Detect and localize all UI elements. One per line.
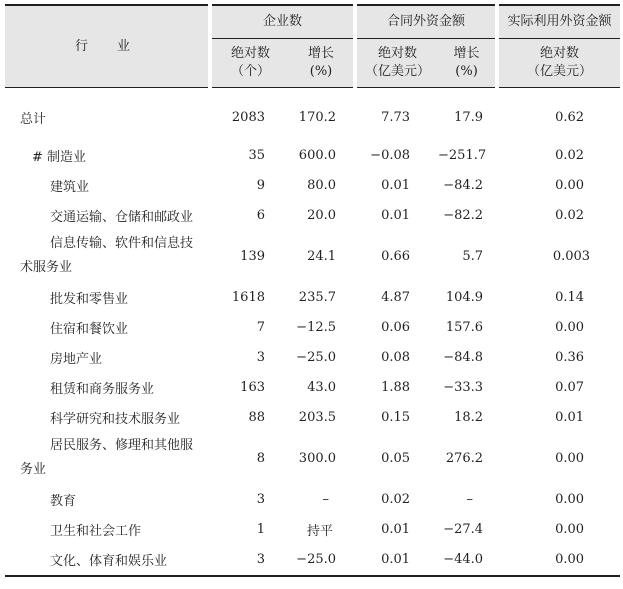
row-label: 卫生和社会工作 (50, 523, 142, 539)
subheader-unit: （亿美元） (365, 64, 431, 79)
row-label: 租赁和商务服务业 (50, 381, 155, 397)
cell-actual-amount: 0.02 (555, 207, 585, 223)
cell-actual-amount: 0.01 (555, 409, 585, 425)
cell-growth: 203.5 (298, 409, 337, 425)
table-row (5, 312, 620, 342)
cell-contract-amount: 0.01 (355, 544, 438, 576)
cell-growth: 43.0 (307, 379, 337, 395)
cell-actual-amount: 0.07 (555, 379, 585, 395)
subheader-label: 绝对数 (378, 46, 418, 61)
row-label: # 制造业 (32, 149, 87, 165)
cell-contract-amount: 0.05 (381, 450, 411, 466)
header-enterprises: 企业数 (210, 5, 355, 39)
subheader-unit: (%) (309, 64, 333, 79)
cell-contract-amount: 0.01 (381, 521, 411, 537)
cell-growth: 持平 (307, 523, 334, 539)
table-row (5, 342, 620, 372)
cell-contract-amount: −0.08 (370, 147, 411, 163)
table-row (5, 514, 620, 544)
cell-count: 8 (256, 450, 265, 466)
row-label: 总计 (20, 111, 47, 127)
header-actual-amount: 实际利用外资金额 (497, 5, 620, 39)
cell-growth: 600.0 (298, 147, 337, 163)
table-row (5, 140, 620, 170)
cell-count: 6 (256, 207, 265, 223)
cell-contract-amount: 1.88 (381, 379, 411, 395)
row-label-line: 术服务业 (20, 260, 73, 275)
table-header (5, 5, 620, 88)
subheader-contract-amount (355, 39, 438, 88)
subheader-enterprise-growth (289, 39, 355, 88)
row-label: 教育 (50, 493, 77, 509)
cell-actual-amount: 0.003 (552, 248, 591, 264)
cell-contract-amount: 0.06 (381, 319, 411, 335)
cell-actual-amount: 0.00 (555, 450, 585, 466)
cell-contract-amount: 0.66 (381, 248, 411, 264)
cell-count: 3 (256, 349, 265, 365)
cell-count: 163 (240, 379, 265, 395)
cell-contract-growth: −84.8 (443, 349, 484, 365)
row-label: 科学研究和技术服务业 (50, 411, 181, 427)
table-row-total (5, 88, 620, 141)
cell-contract-amount: 0.01 (381, 207, 411, 223)
cell-contract-growth: −33.3 (443, 379, 484, 395)
row-label-line: 居民服务、修理和其他服 (50, 438, 194, 453)
cell-contract-growth: −84.2 (443, 177, 484, 193)
row-label (5, 432, 210, 484)
cell-count: 35 (248, 147, 265, 163)
cell-actual-amount: 0.14 (555, 289, 585, 305)
cell-contract-growth: 276.2 (445, 450, 484, 466)
row-label: 交通运输、仓储和邮政业 (50, 209, 194, 225)
subheader-unit: （亿美元） (527, 64, 593, 79)
cell-actual-amount: 0.00 (555, 319, 585, 335)
table-row (5, 544, 620, 576)
cell-growth: 300.0 (298, 450, 337, 466)
cell-actual-amount: 0.62 (555, 109, 585, 125)
cell-count: 3 (256, 491, 265, 507)
cell-count: 9 (256, 177, 265, 193)
cell-contract-amount: 7.73 (381, 109, 411, 125)
row-label-line: 信息传输、软件和信息技 (50, 236, 194, 251)
cell-contract-growth: −82.2 (443, 207, 484, 223)
row-label: 批发和零售业 (50, 291, 129, 307)
table-row (5, 402, 620, 432)
cell-growth: −25.0 (289, 544, 355, 576)
cell-contract-growth: 17.9 (454, 109, 484, 125)
cell-growth: −12.5 (296, 319, 337, 335)
cell-count: 3 (210, 544, 289, 576)
cell-growth: 235.7 (298, 289, 337, 305)
subheader-label: 绝对数 (540, 46, 580, 61)
investment-table (5, 4, 620, 577)
table-row (5, 200, 620, 230)
cell-actual-amount: 0.00 (555, 177, 585, 193)
cell-contract-growth: – (466, 491, 474, 507)
header-industry: 行 业 (5, 5, 210, 88)
table-row (5, 230, 620, 282)
cell-actual-amount: 0.02 (555, 147, 585, 163)
table-row (5, 282, 620, 312)
cell-actual-amount: 0.36 (555, 349, 585, 365)
cell-growth: 80.0 (307, 177, 337, 193)
cell-contract-growth: 104.9 (445, 289, 484, 305)
cell-contract-amount: 0.15 (381, 409, 411, 425)
cell-count: 1 (256, 521, 265, 537)
cell-growth: 20.0 (307, 207, 337, 223)
cell-contract-amount: 0.01 (381, 177, 411, 193)
cell-growth: 24.1 (307, 248, 337, 264)
subheader-label: 绝对数 (230, 46, 270, 61)
row-label: 住宿和餐饮业 (50, 321, 129, 337)
table-row (5, 372, 620, 402)
subheader-actual-amount (497, 39, 620, 88)
subheader-label: 增长 (308, 46, 335, 61)
cell-contract-growth: −251.7 (438, 147, 487, 163)
subheader-label: 增长 (453, 46, 480, 61)
header-contract-amount: 合同外资金额 (355, 5, 497, 39)
cell-contract-growth: −27.4 (443, 521, 484, 537)
cell-count: 1618 (231, 289, 265, 305)
cell-contract-growth: 5.7 (462, 248, 484, 264)
subheader-contract-growth (438, 39, 497, 88)
table-row (5, 432, 620, 484)
row-label: 建筑业 (50, 179, 90, 195)
cell-actual-amount: 0.00 (497, 544, 620, 576)
cell-growth: – (322, 491, 330, 507)
cell-actual-amount: 0.00 (555, 521, 585, 537)
cell-count: 139 (240, 248, 265, 264)
cell-contract-amount: 0.08 (381, 349, 411, 365)
row-label (5, 230, 210, 282)
table-row (5, 484, 620, 514)
cell-count: 88 (248, 409, 265, 425)
cell-contract-amount: 4.87 (381, 289, 411, 305)
cell-growth: 170.2 (298, 109, 337, 125)
cell-contract-growth: −44.0 (438, 544, 497, 576)
cell-contract-growth: 157.6 (445, 319, 484, 335)
table-body (5, 88, 620, 577)
cell-contract-growth: 18.2 (454, 409, 484, 425)
cell-count: 7 (256, 319, 265, 335)
row-label: 房地产业 (50, 351, 103, 367)
table-row (5, 170, 620, 200)
subheader-unit: （个） (230, 64, 270, 79)
cell-actual-amount: 0.00 (555, 491, 585, 507)
row-label-line: 务业 (20, 462, 47, 477)
row-label: 文化、体育和娱乐业 (5, 544, 210, 576)
subheader-enterprise-count (210, 39, 289, 88)
cell-contract-amount: 0.02 (381, 491, 411, 507)
cell-count: 2083 (231, 109, 265, 125)
subheader-unit: (%) (455, 64, 478, 79)
cell-growth: −25.0 (296, 349, 337, 365)
